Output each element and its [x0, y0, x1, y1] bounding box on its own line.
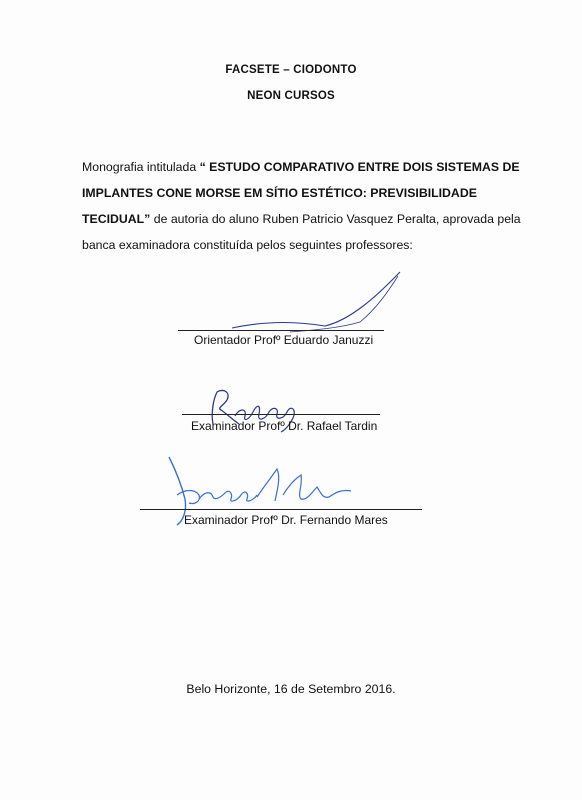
monograph-title: “ ESTUDO COMPARATIVO ENTRE DOIS SISTEMAS DE IMPLANTES CONE MORSE EM SÍTIO ESTÉTICO: PREVISIBILIDADE TECIDUAL”	[82, 160, 520, 226]
signatory-label: Examinador Profº Dr. Rafael Tardin	[191, 419, 378, 433]
signature-line	[182, 414, 380, 415]
institution-name: FACSETE – CIODONTO	[225, 64, 357, 76]
signature-line	[178, 330, 384, 331]
approval-rest: de autoria do aluno Ruben Patricio Vasquez Peralta, aprovada pela banca examinadora constituída pelos seguintes professores:	[82, 212, 521, 252]
course-provider-name: NEON CURSOS	[247, 90, 335, 102]
place-and-date: Belo Horizonte, 16 de Setembro 2016.	[186, 682, 396, 696]
approval-intro: Monografia intitulada	[82, 160, 200, 174]
signatory-label: Orientador Profº Eduardo Januzzi	[194, 333, 374, 347]
signature-line	[140, 509, 422, 510]
signatory-label: Examinador Profº Dr. Fernando Mares	[184, 513, 388, 527]
approval-paragraph	[82, 154, 522, 258]
